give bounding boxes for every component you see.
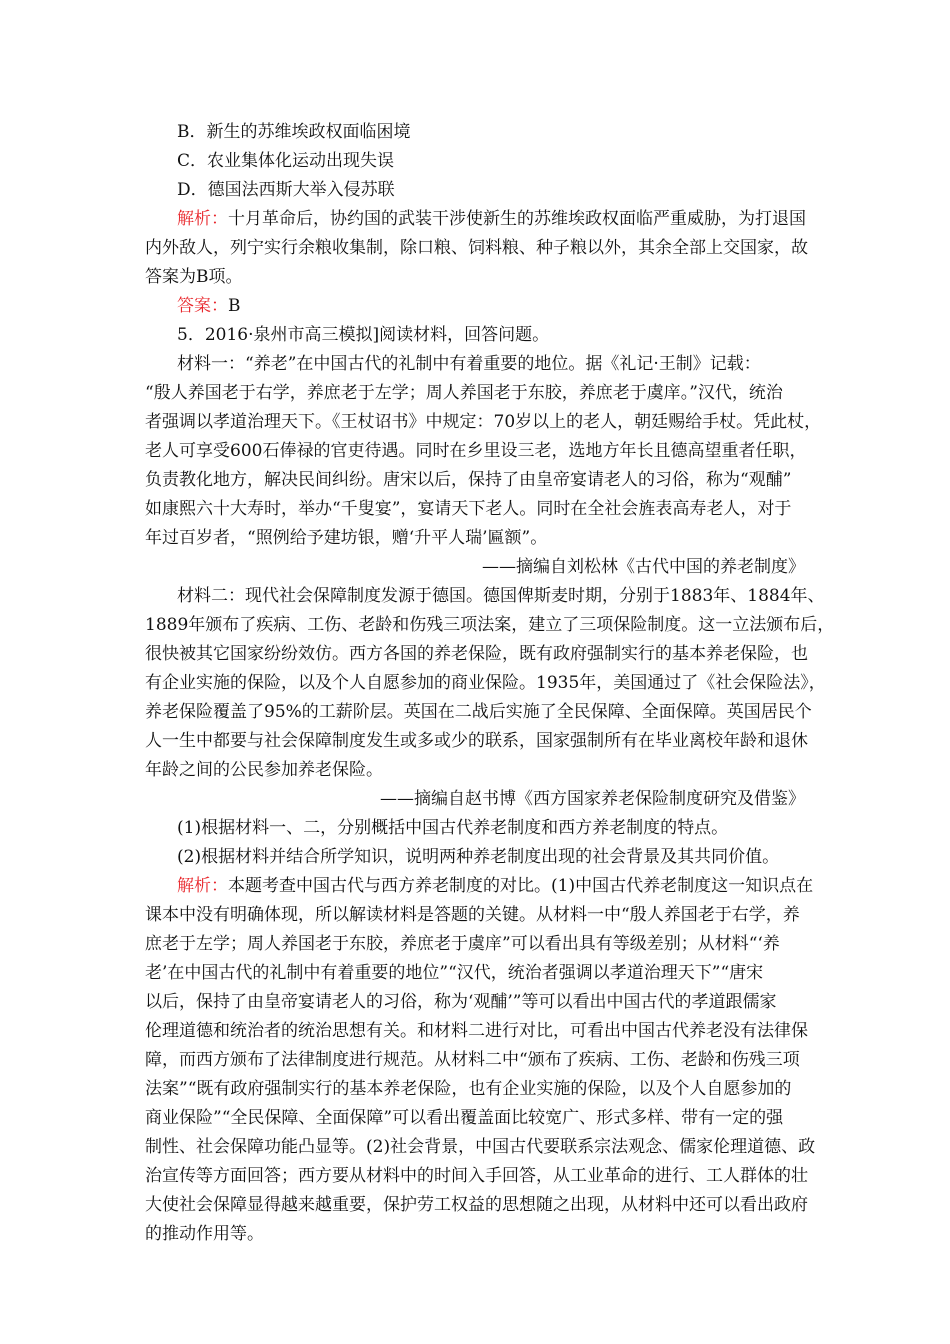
q5-analysis-line-6: 伦理道德和统治者的统治思想有关。和材料二进行对比，可看出中国古代养老没有法律保 <box>145 1021 808 1041</box>
q5-subquestion-2: (2)根据材料并结合所学知识，说明两种养老制度出现的社会背景及其共同价值。 <box>177 847 780 867</box>
option-b: B．新生的苏维埃政权面临困境 <box>177 122 411 142</box>
q4-analysis-line-3: 答案为B项。 <box>145 267 243 287</box>
material1-line-6: 如康熙六十大寿时，举办“千叟宴”，宴请天下老人。同时在全社会旌表高寿老人，对于 <box>145 499 792 519</box>
material1-line-3: 者强调以孝道治理天下。《王杖诏书》中规定：70岁以上的老人，朝廷赐给手杖。凭此杖， <box>145 412 822 432</box>
material1-line-7: 年过百岁者，“照例给予建坊银，赠‘升平人瑞’匾额”。 <box>145 528 548 548</box>
material2-source: ——摘编自赵书博《西方国家养老保险制度研究及借鉴》 <box>380 789 805 809</box>
q5-analysis-line-9: 商业保险”“全民保障、全面保障”可以看出覆盖面比较宽广、形式多样、带有一定的强 <box>145 1108 784 1128</box>
q4-answer: 答案：B <box>177 296 241 316</box>
q5-analysis-line-12: 大使社会保障显得越来越重要，保护劳工权益的思想随之出现，从材料中还可以看出政府 <box>145 1195 808 1215</box>
q4-analysis-line-2: 内外敌人，列宁实行余粮收集制，除口粮、饲料粮、种子粮以外，其余全部上交国家，故 <box>145 238 808 258</box>
material1-source: ——摘编自刘松林《古代中国的养老制度》 <box>482 557 805 577</box>
material1-line-4: 老人可享受600石俸禄的官吏待遇。同时在乡里设三老，选地方年长且德高望重者任职， <box>145 441 807 461</box>
q5-analysis-line-5: 以后，保持了由皇帝宴请老人的习俗，称为‘观酺’”等可以看出中国古代的孝道跟儒家 <box>145 992 777 1012</box>
answer-label: 答案： <box>177 296 228 316</box>
q5-analysis-line-10: 制性、社会保障功能凸显等。(2)社会背景，中国古代要联系宗法观念、儒家伦理道德、政 <box>145 1137 816 1157</box>
material1-line-2: “殷人养国老于右学，养庶老于左学；周人养国老于东胶，养庶老于虞庠。”汉代，统治 <box>145 383 783 403</box>
q5-analysis-line-3: 庶老于左学；周人养国老于东胶，养庶老于虞庠”可以看出具有等级差别；从材料“‘养 <box>145 934 780 954</box>
analysis-label: 解析： <box>177 209 228 229</box>
q5-analysis-line-4: 老’在中国古代的礼制中有着重要的地位”“汉代，统治者强调以孝道治理天下”“唐宋 <box>145 963 764 983</box>
q5-analysis-line-7: 障，而西方颁布了法律制度进行规范。从材料二中“颁布了疾病、工伤、老龄和伤残三项 <box>145 1050 800 1070</box>
material2-line-2: 1889年颁布了疾病、工伤、老龄和伤残三项法案，建立了三项保险制度。这一立法颁布后， <box>145 615 835 635</box>
q5-analysis-line-8: 法案”“既有政府强制实行的基本养老保险，也有企业实施的保险，以及个人自愿参加的 <box>145 1079 792 1099</box>
material2-line-7: 年龄之间的公民参加养老保险。 <box>145 760 383 780</box>
q5-subquestion-1: (1)根据材料一、二，分别概括中国古代养老制度和西方养老制度的特点。 <box>177 818 729 838</box>
option-d: D．德国法西斯大举入侵苏联 <box>177 180 395 200</box>
q5-title: 5．2016·泉州市高三模拟]阅读材料，回答问题。 <box>177 325 550 345</box>
material2-line-5: 养老保险覆盖了95%的工薪阶层。英国在二战后实施了全民保障、全面保障。英国居民个 <box>145 702 812 722</box>
material1-line-5: 负责教化地方，解决民间纠纷。唐宋以后，保持了由皇帝宴请老人的习俗，称为“观酺” <box>145 470 792 490</box>
q4-analysis-line-1: 解析：十月革命后，协约国的武装干涉使新生的苏维埃政权面临严重威胁，为打退国 <box>177 209 806 229</box>
q5-analysis-line-11: 治宣传等方面回答；西方要从材料中的时间入手回答，从工业革命的进行、工人群体的壮 <box>145 1166 808 1186</box>
material1-line-1: 材料一：“养老”在中国古代的礼制中有着重要的地位。据《礼记·王制》记载： <box>177 354 761 374</box>
material2-line-3: 很快被其它国家纷纷效仿。西方各国的养老保险，既有政府强制实行的基本养老保险，也 <box>145 644 808 664</box>
q5-analysis-line-1: 解析：本题考查中国古代与西方养老制度的对比。(1)中国古代养老制度这一知识点在 <box>177 876 814 896</box>
q5-analysis-line-2: 课本中没有明确体现，所以解读材料是答题的关键。从材料一中“殷人养国老于右学，养 <box>145 905 800 925</box>
material2-line-1: 材料二：现代社会保障制度发源于德国。德国俾斯麦时期，分别于1883年、1884年、 <box>177 586 825 606</box>
analysis-label: 解析： <box>177 876 228 896</box>
material2-line-4: 有企业实施的保险，以及个人自愿参加的商业保险。1935年，美国通过了《社会保险法》， <box>145 673 826 693</box>
q5-analysis-line-13: 的推动作用等。 <box>145 1224 264 1244</box>
material2-line-6: 人一生中都要与社会保障制度发生或多或少的联系，国家强制所有在毕业离校年龄和退休 <box>145 731 808 751</box>
option-c: C．农业集体化运动出现失误 <box>177 151 395 171</box>
